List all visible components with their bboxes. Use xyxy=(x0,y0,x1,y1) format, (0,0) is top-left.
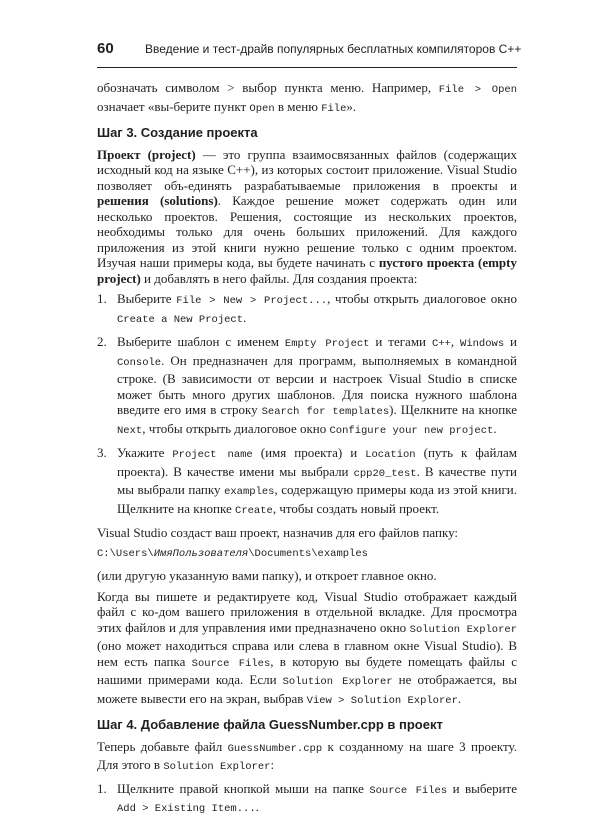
add-file-paragraph: Теперь добавьте файл GuessNumber.cpp к созданному на шаге 3 проекту. Для этого в Solution Explorer: xyxy=(97,738,517,773)
intro-paragraph: обозначать символом > выбор пункта меню. Например, File > Open означает «вы-берите пункт Open в меню File». xyxy=(97,80,518,115)
list-item: 1. Выберите File > New > Project..., чтобы открыть диалоговое окно Create a New Project. xyxy=(97,291,517,326)
folder-outro-paragraph: (или другую указанную вами папку), и откроет главное окно. xyxy=(97,568,437,583)
step3-heading: Шаг 3. Создание проекта xyxy=(97,125,258,140)
list-item: 2. Выберите шаблон с именем Empty Project и тегами C++, Windows и Console. Он предназначен для программ, выполняемых в командной строке. (В зависимости от версии и настроек Visual Studio в списке может быть много других шаблонов. Для поиска нужного шаблона введите его имя в строку Search for templates). Щелкните на кнопке Next, чтобы открыть диалоговое окно Configure your new project. xyxy=(97,334,517,437)
list-item: 1. Щелкните правой кнопкой мыши на папке Source Files и выберите Add > Existing Item.... xyxy=(97,780,518,815)
running-title: Введение и тест-драйв популярных бесплатных компиляторов C++ xyxy=(145,42,522,56)
step4-heading: Шаг 4. Добавление файла GuessNumber.cpp в проект xyxy=(97,717,443,732)
header-rule xyxy=(97,67,517,68)
list-item: 3. Укажите Project name (имя проекта) и Location (путь к файлам проекта). В качестве имени мы выбрали cpp20_test. В качестве пути мы выбрали папку examples, содержащую примеры кода из этой книги. Щелкните на кнопке Create, чтобы создать новый проект. xyxy=(97,445,517,517)
step3-list xyxy=(97,291,517,519)
page-header xyxy=(97,40,522,60)
folder-intro-paragraph: Visual Studio создаст ваш проект, назначив для его файлов папку: xyxy=(97,525,459,540)
solution-explorer-paragraph: Когда вы пишете и редактируете код, Visual Studio отображает каждый файл с ко-дом вашего приложения в отдельной вкладке. Для просмотра этих файлов и для управления ими предназначено окно Solution Explorer (оно может находиться справа или слева в главном окне Visual Studio). В нем есть папка Source Files, в которую вы будете помещать файлы с нашими примерами кода. Если Solution Explorer не отображается, вы можете вывести его на экран, выбрав View > Solution Explorer. xyxy=(97,588,518,707)
page-body xyxy=(97,80,517,824)
page-number: 60 xyxy=(97,40,114,57)
step4-list xyxy=(97,781,517,818)
folder-path: C:\Users\ИмяПользователя\Documents\examples xyxy=(97,547,368,560)
project-definition-paragraph: Проект (project) — это группа взаимосвязанных файлов (содержащих исходный код на языке C++), из которых состоит приложение. Visual Studio позволяет объ-единять разрабатываемые приложения в проекты и решения (solutions). Каждое решение может содержать один или несколько проектов. Решения, состоящие из нескольких проектов, необходимы только для очень больших приложений. Для каждого приложения из этой книги нужно решение только с одним проектом. Изучая наши примеры кода, вы будете начинать с пустого проекта (empty project) и добавлять в него файлы. Для создания проекта: xyxy=(97,146,518,286)
